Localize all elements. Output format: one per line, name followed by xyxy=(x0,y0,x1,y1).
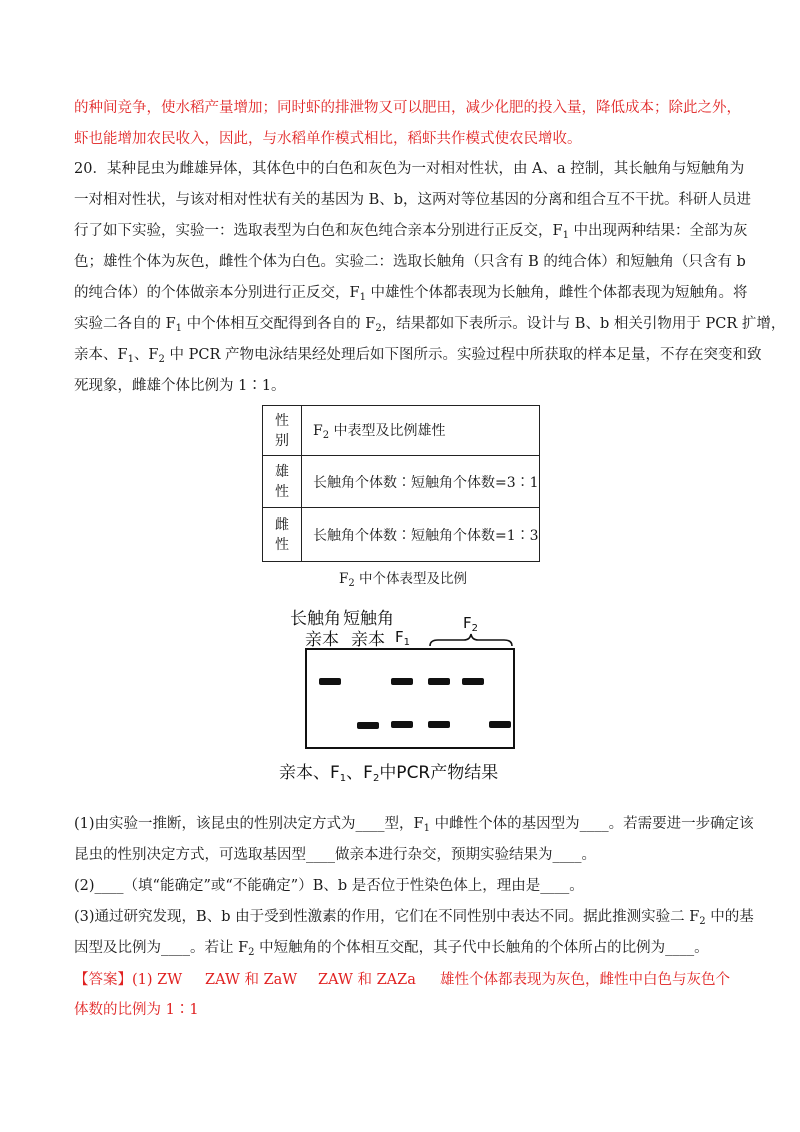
question-line-8: 死现象，雌雄个体比例为 1∶1。 xyxy=(74,378,286,394)
question-line-5: 的纯合体）的个体做亲本分别进行正反交，$F_1$ 中雄性个体都表现为长触角，雌性个体都表现为短触角。将 xyxy=(74,285,748,303)
sub-question-1-line-1: (1)由实验一推断，该昆虫的性别决定方式为____型，$F_1$ 中雌性个体的基因型为____。若需要进一步确定该 xyxy=(74,816,754,834)
band-lane3-upper xyxy=(391,678,413,685)
f2-phenotype-table xyxy=(262,405,540,562)
answer-line-2: 体数的比例为 1∶1 xyxy=(74,1002,199,1018)
question-line-7: 亲本、$F_1$、$F_2$ 中 PCR 产物电泳结果经处理后如下图所示。实验过程中所获取的样本足量，不存在突变和致 xyxy=(74,347,762,365)
answer-1: (1) ZW xyxy=(132,972,183,988)
lane2-label-top: 短触角 xyxy=(343,609,394,629)
table-cell-ratio: 长触角个体数∶短触角个体数=3∶1 xyxy=(302,456,540,508)
gel-box xyxy=(305,648,515,749)
table-cell-ratio: 长触角个体数∶短触角个体数=1∶3 xyxy=(302,508,540,562)
sub-question-1-line-2: 昆虫的性别决定方式，可选取基因型____做亲本进行杂交，预期实验结果为____。 xyxy=(74,847,596,863)
answer-tail-line-1: 的种间竞争，使水稻产量增加；同时虾的排泄物又可以肥田，减少化肥的投入量，降低成本；除此之外， xyxy=(74,100,741,116)
answer-label: 【答案】 xyxy=(74,972,132,988)
table-header-sex: 性别 xyxy=(263,406,302,456)
band-lane2-lower xyxy=(357,722,379,729)
lane1-label-top: 长触角 xyxy=(290,609,341,629)
question-line-2: 一对相对性状，与该对相对性状有关的基因为 B、b，这两对等位基因的分离和组合互不干扰。科研人员进 xyxy=(74,192,752,208)
sub-question-3-line-1: (3)通过研究发现，B、b 由于受到性激素的作用，它们在不同性别中表达不同。据此推测实验二 $F_2$ 中的基 xyxy=(74,909,754,927)
gel-caption: 亲本、$F_1$、$F_2$中PCR产物结果 xyxy=(279,763,499,784)
table-row xyxy=(263,456,540,508)
question-line-4: 色；雄性个体为灰色，雌性个体为白色。实验二：选取长触角（只含有 B 的纯合体）和短触角（只含有 b xyxy=(74,254,746,270)
answer-2: ZAW 和 ZaW xyxy=(205,972,298,988)
table-row xyxy=(263,508,540,562)
answer-tail-line-2: 虾也能增加农民收入，因此，与水稻单作模式相比，稻虾共作模式使农民增收。 xyxy=(74,131,582,147)
question-line-6: 实验二各自的 $F_1$ 中个体相互交配得到各自的 $F_2$，结果都如下表所示。设计与 B、b 相关引物用于 PCR 扩增， xyxy=(74,316,786,334)
f2-lane-label: $F_2$ xyxy=(463,614,479,634)
band-lane4-lower xyxy=(428,721,450,728)
f2-brace xyxy=(428,632,514,648)
table-cell-sex: 雌性 xyxy=(263,508,302,562)
question-line-3: 行了如下实验，实验一：选取表型为白色和灰色纯合亲本分别进行正反交，$F_1$ 中出现两种结果：全部为灰 xyxy=(74,223,748,241)
band-lane6-lower xyxy=(489,721,511,728)
band-lane3-lower xyxy=(391,721,413,728)
table-header-phenotype: $F_2$ 中表型及比例雄性 xyxy=(302,406,540,456)
band-lane5-upper xyxy=(462,678,484,685)
table-cell-sex: 雄性 xyxy=(263,456,302,508)
answer-4: 雄性个体都表现为灰色，雌性中白色与灰色个 xyxy=(440,972,730,988)
lane1-label-bottom: 亲本 xyxy=(305,630,339,650)
sub-question-3-line-2: 因型及比例为____。若让 $F_2$ 中短触角的个体相互交配，其子代中长触角的个体所占的比例为____。 xyxy=(74,940,709,958)
answer-3: ZAW 和 ZAZa xyxy=(318,972,416,988)
question-line-1: 20．某种昆虫为雌雄异体，其体色中的白色和灰色为一对相对性状，由 A、a 控制，其长触角与短触角为 xyxy=(74,161,745,177)
band-lane1-upper xyxy=(319,678,341,685)
f1-lane-label: $F_1$ xyxy=(395,628,411,648)
table-caption: $F_2$ 中个体表型及比例 xyxy=(339,571,468,589)
answer-line-1 xyxy=(74,970,182,990)
lane2-label-bottom: 亲本 xyxy=(351,630,385,650)
table-header-row xyxy=(263,406,540,456)
sub-question-2: (2)____（填“能确定”或“不能确定”）B、b 是否位于性染色体上，理由是____。 xyxy=(74,878,584,894)
band-lane4-upper xyxy=(428,678,450,685)
